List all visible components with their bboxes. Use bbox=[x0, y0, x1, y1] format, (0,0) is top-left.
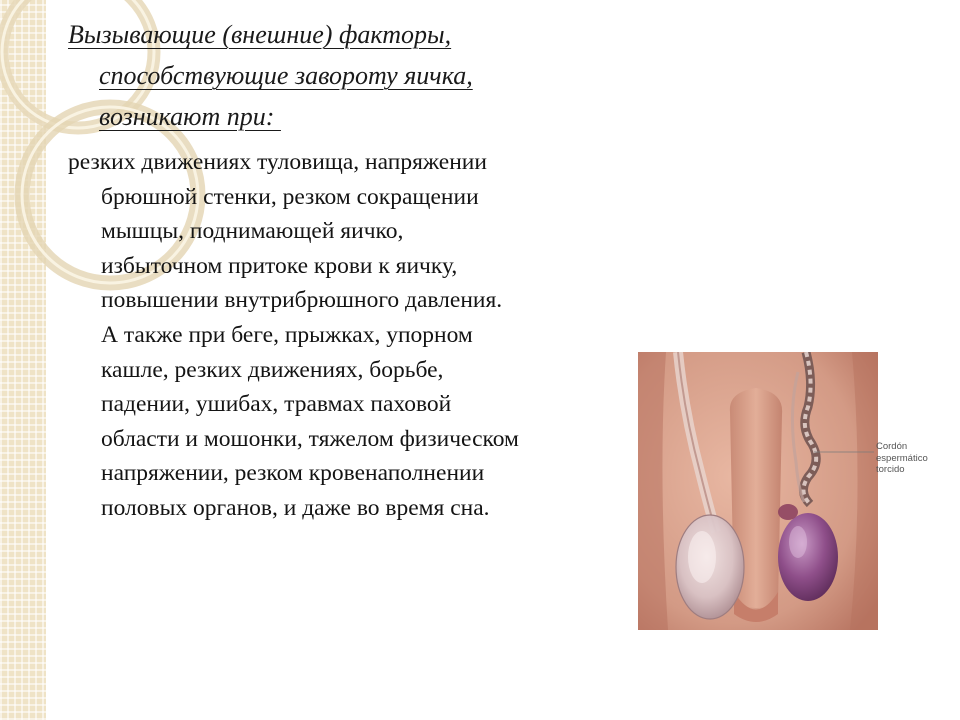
body-text bbox=[68, 145, 643, 526]
body-line: области и мошонки, тяжелом физическом bbox=[101, 425, 519, 452]
body-line: А также при беге, прыжках, упорном bbox=[101, 321, 473, 348]
body-line: половых органов, и даже во время сна. bbox=[101, 494, 490, 521]
body-line: повышении внутрибрюшного давления. bbox=[101, 287, 503, 314]
body-line: мышцы, поднимающей яичко, bbox=[101, 218, 404, 245]
body-line: брюшной стенки, резком сокращении bbox=[101, 183, 479, 210]
figure-label-line: Cordón bbox=[876, 441, 908, 452]
title-line: способствующие завороту яичка, bbox=[99, 61, 473, 90]
body-line: резких движениях туловища, напряжении bbox=[68, 149, 487, 175]
decorative-side-band bbox=[0, 0, 46, 720]
body-line: избыточном притоке крови к яичку, bbox=[101, 252, 458, 279]
figure-label bbox=[876, 441, 928, 476]
title-line: Вызывающие (внешние) факторы, bbox=[68, 20, 452, 49]
body-line: напряжении, резком кровенаполнении bbox=[101, 460, 485, 487]
slide-title bbox=[68, 14, 608, 137]
body-line: кашле, резких движениях, борьбе, bbox=[101, 356, 444, 383]
figure-label-line: torcido bbox=[876, 464, 905, 475]
anatomical-illustration bbox=[638, 352, 896, 630]
title-line: возникают при: bbox=[99, 102, 281, 131]
body-line: падении, ушибах, травмах паховой bbox=[101, 391, 452, 418]
anatomy-drawing bbox=[638, 352, 896, 630]
figure-label-line: espermático bbox=[876, 452, 928, 464]
